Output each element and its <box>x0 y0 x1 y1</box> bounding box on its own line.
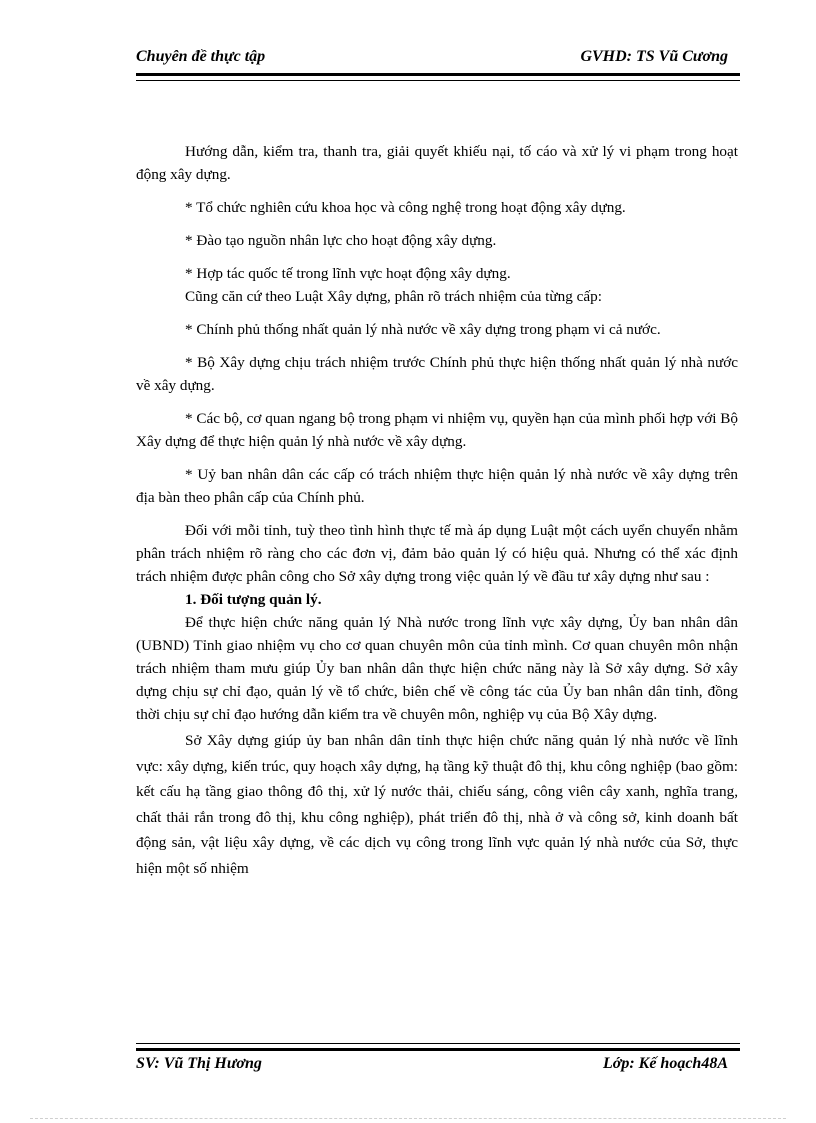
bullet-item: * Chính phủ thống nhất quản lý nhà nước về xây dựng trong phạm vi cả nước. <box>185 321 661 338</box>
page-boundary <box>30 1118 786 1119</box>
bullet-item: * Đào tạo nguồn nhân lực cho hoạt động xây dựng. <box>185 232 497 249</box>
header-divider <box>136 73 740 81</box>
footer-class: Lớp: Kế hoạch48A <box>602 1055 728 1072</box>
paragraph: Để thực hiện chức năng quản lý Nhà nước trong lĩnh vực xây dựng, Ủy ban nhân dân (UBND) Tỉnh giao nhiệm vụ cho cơ quan chuyên môn của tỉnh mình. Cơ quan chuyên môn nhận trách nhiệm tham mưu giúp Ủy ban nhân dân thực hiện chức năng này là Sở xây dựng. Sở xây dựng chịu sự chỉ đạo, quản lý về tổ chức, biên chế về công tác của Ủy ban nhân dân tỉnh, đồng thời chịu sự chỉ đạo hướng dẫn kiểm tra về chuyên môn, nghiệp vụ của Bộ Xây dựng. <box>136 614 738 723</box>
paragraph: Sở Xây dựng giúp ủy ban nhân dân tỉnh thực hiện chức năng quản lý nhà nước về lĩnh vực: xây dựng, kiến trúc, quy hoạch xây dựng, hạ tầng kỹ thuật đô thị, khu công nghiệp (bao gồm: kết cấu hạ tầng giao thông đô thị, xử lý nước thải, chiếu sáng, công viên cây xanh, nghĩa trang, chất thải rắn trong đô thị, khu công nghiệp), phát triển đô thị, nhà ở và công sở, kinh doanh bất động sản, vật liệu xây dựng, về các dịch vụ công trong lĩnh vực quản lý nhà nước của Sở, thực hiện một số nhiệm <box>136 732 738 877</box>
bullet-item: * Hợp tác quốc tế trong lĩnh vực hoạt động xây dựng. <box>185 265 511 282</box>
footer-divider <box>136 1043 740 1051</box>
page-header <box>136 48 728 66</box>
footer-student-name: SV: Vũ Thị Hương <box>136 1055 262 1072</box>
bullet-item: * Các bộ, cơ quan ngang bộ trong phạm vi nhiệm vụ, quyền hạn của mình phối hợp với Bộ Xây dựng để thực hiện quản lý nhà nước về xây dựng. <box>136 410 738 450</box>
paragraph: Hướng dẫn, kiểm tra, thanh tra, giải quyết khiếu nại, tố cáo và xử lý vi phạm trong hoạt động xây dựng. <box>136 143 738 183</box>
bullet-item: * Bộ Xây dựng chịu trách nhiệm trước Chính phủ thực hiện thống nhất quản lý nhà nước về xây dựng. <box>136 354 738 394</box>
document-body <box>136 140 738 881</box>
paragraph: Đối với mỗi tỉnh, tuỳ theo tình hình thực tế mà áp dụng Luật một cách uyển chuyển nhằm phân trách nhiệm rõ ràng cho các đơn vị, đảm bảo quản lý có hiệu quả. Nhưng có thể xác định trách nhiệm được phân công cho Sở xây dựng trong việc quản lý về đầu tư xây dựng như sau : <box>136 522 738 585</box>
section-heading: 1. Đối tượng quản lý. <box>185 591 322 608</box>
page-footer <box>136 1055 728 1073</box>
bullet-item: * Tổ chức nghiên cứu khoa học và công nghệ trong hoạt động xây dựng. <box>185 199 626 216</box>
bullet-item: * Uỷ ban nhân dân các cấp có trách nhiệm thực hiện quản lý nhà nước về xây dựng trên địa bàn theo phân cấp của Chính phủ. <box>136 466 738 506</box>
paragraph: Cũng căn cứ theo Luật Xây dựng, phân rõ trách nhiệm của từng cấp: <box>185 288 602 305</box>
header-supervisor: GVHD: TS Vũ Cương <box>580 48 728 65</box>
header-document-title: Chuyên đề thực tập <box>136 48 266 65</box>
